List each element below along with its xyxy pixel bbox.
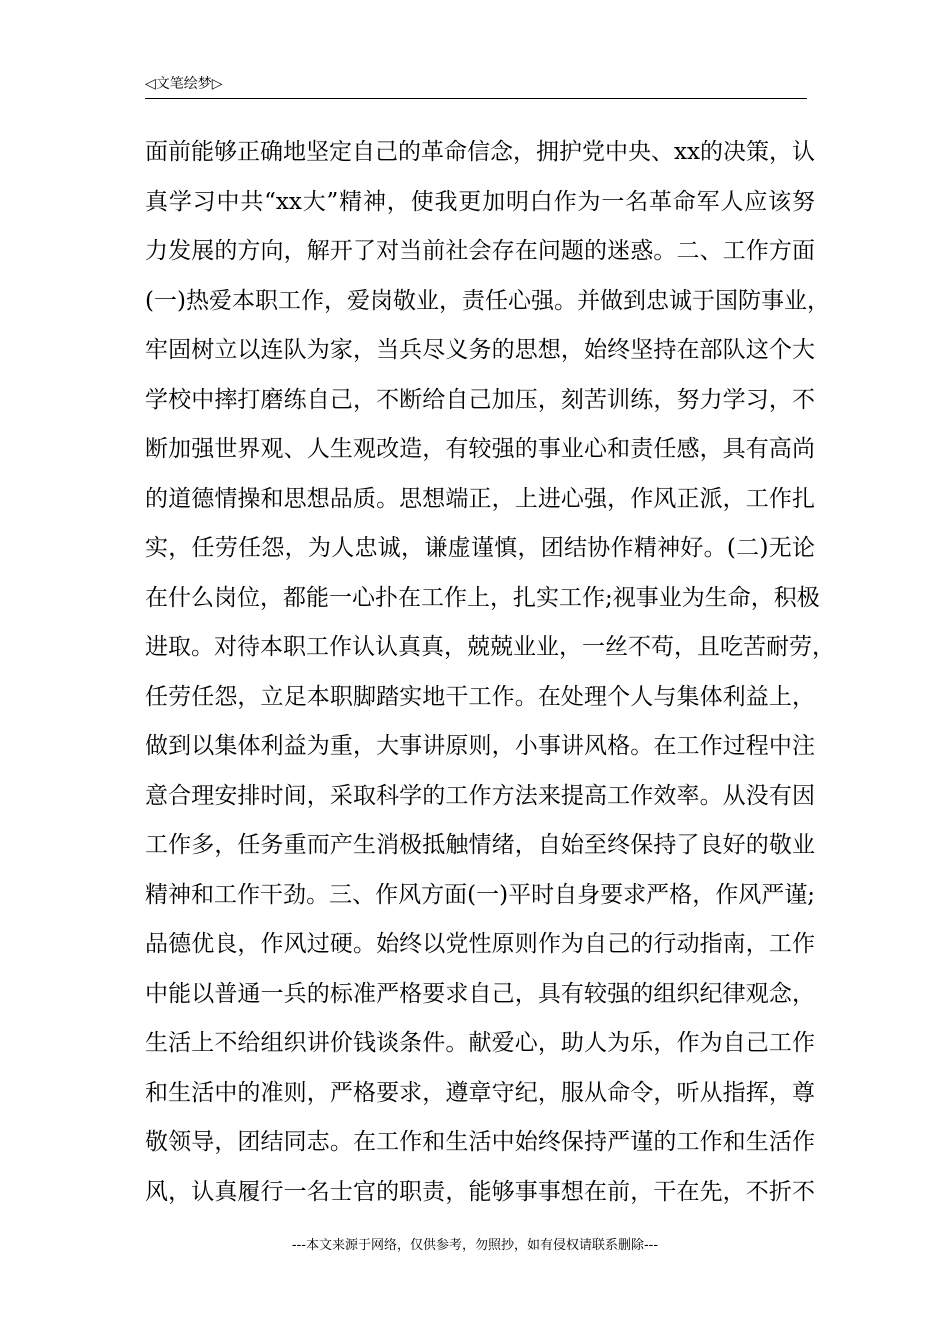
body-line: 断加强世界观、人生观改造，有较强的事业心和责任感，具有高尚	[145, 436, 815, 462]
body-line: 在什么岗位，都能一心扑在工作上，扎实工作;视事业为生命，积极	[145, 584, 820, 611]
page-footer	[0, 1238, 950, 1254]
body-line: 任劳任怨，立足本职脚踏实地干工作。在处理个人与集体利益上，	[145, 683, 815, 710]
body-line: 意合理安排时间，采取科学的工作方法来提高工作效率。从没有因	[145, 782, 815, 809]
body-line: 力发展的方向，解开了对当前社会存在问题的迷惑。二、工作方面	[145, 238, 815, 264]
body-line: 实，任劳任怨，为人忠诚，谦虚谨慎，团结协作精神好。(二)无论	[145, 535, 815, 561]
header-title: ◁文笔绘梦▷	[145, 76, 223, 92]
page-header	[145, 72, 807, 99]
body-line: 真学习中共“xx大”精神，使我更加明白作为一名革命军人应该努	[145, 188, 815, 215]
body-line: 敬领导，团结同志。在工作和生活中始终保持严谨的工作和生活作	[145, 1129, 815, 1155]
document-body	[145, 128, 835, 1217]
body-line: 品德优良，作风过硬。始终以党性原则作为自己的行动指南，工作	[145, 931, 815, 957]
body-line: 精神和工作干劲。三、作风方面(一)平时自身要求严格，作风严谨;	[145, 881, 815, 908]
body-line: 的道德情操和思想品质。思想端正，上进心强，作风正派，工作扎	[145, 485, 815, 512]
footer-disclaimer: ---本文来源于网络，仅供参考，勿照抄，如有侵权请联系删除---	[291, 1238, 659, 1253]
body-line: 风，认真履行一名士官的职责，能够事事想在前，干在先，不折不	[145, 1178, 815, 1205]
body-line: 牢固树立以连队为家，当兵尽义务的思想，始终坚持在部队这个大	[145, 337, 815, 363]
body-line: 学校中摔打磨练自己，不断给自己加压，刻苦训练，努力学习，不	[145, 386, 815, 413]
body-line: 工作多，任务重而产生消极抵触情绪，自始至终保持了良好的敬业	[145, 832, 815, 858]
body-line: 和生活中的准则，严格要求，遵章守纪，服从命令，听从指挥，尊	[145, 1079, 815, 1106]
body-line: 做到以集体利益为重，大事讲原则，小事讲风格。在工作过程中注	[145, 733, 815, 759]
body-line: 进取。对待本职工作认认真真，兢兢业业，一丝不苟，且吃苦耐劳，	[145, 634, 835, 660]
body-line: 面前能够正确地坚定自己的革命信念，拥护党中央、xx的决策，认	[145, 139, 815, 165]
body-line: (一)热爱本职工作，爱岗敬业，责任心强。并做到忠诚于国防事业，	[145, 287, 830, 314]
body-line: 生活上不给组织讲价钱谈条件。献爱心，助人为乐，作为自己工作	[145, 1030, 815, 1056]
body-line: 中能以普通一兵的标准严格要求自己，具有较强的组织纪律观念，	[145, 980, 815, 1007]
